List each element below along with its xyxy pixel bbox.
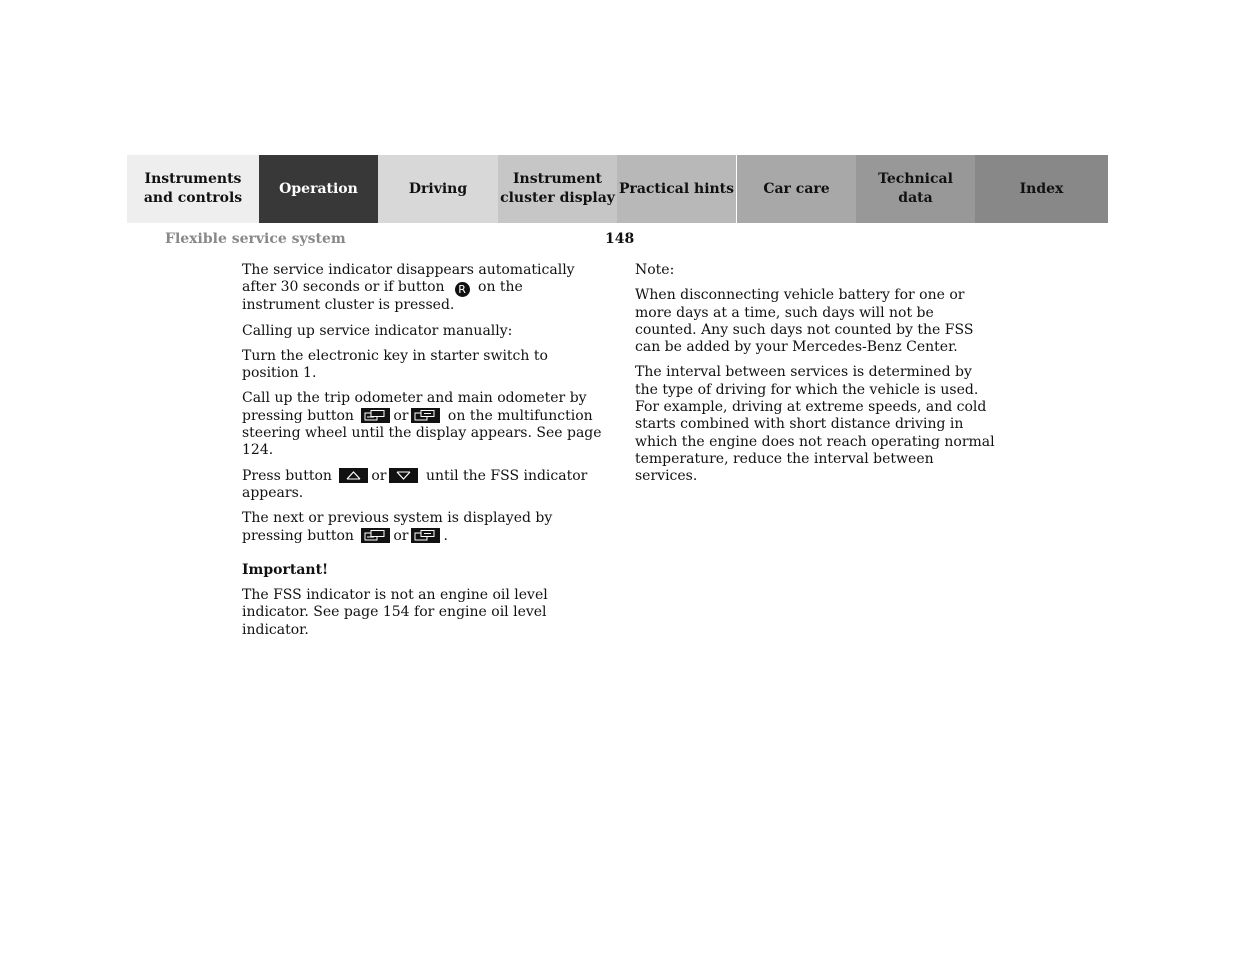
paragraph <box>242 510 602 545</box>
paragraph-text: on the instrument cluster is pressed. <box>242 279 523 314</box>
paragraph-text: or <box>393 407 409 424</box>
right-column <box>635 262 995 494</box>
paragraph-text: Press button <box>242 467 332 484</box>
tab-label: Instrument cluster display <box>500 171 615 206</box>
tab-label: Index <box>1019 180 1064 197</box>
paragraph: When disconnecting vehicle battery for one or more days at a time, such days will not be counted. Any such days not counted by the FSS can be added by your Mercedes-Benz Center. <box>635 287 974 356</box>
tab-label: Driving <box>408 180 468 197</box>
tab-car-care[interactable] <box>737 155 856 223</box>
display-forward-button-icon <box>361 408 390 423</box>
paragraph <box>242 390 602 459</box>
paragraph-text: Call up the trip odometer and main odometer by pressing button <box>242 390 587 424</box>
tab-label: Operation <box>279 180 358 197</box>
section-title: Flexible service system <box>165 231 346 247</box>
paragraph: Turn the electronic key in starter switch to position 1. <box>242 347 548 382</box>
paragraph: The FSS indicator is not an engine oil level indicator. See page 154 for engine oil level indicator. <box>242 587 548 638</box>
display-back-button-icon <box>411 528 440 543</box>
arrow-up-button-icon <box>339 468 368 483</box>
paragraph: Calling up service indicator manually: <box>242 322 513 339</box>
reset-button-icon: R <box>455 282 470 297</box>
tab-driving[interactable] <box>378 155 498 223</box>
arrow-down-button-icon <box>389 468 418 483</box>
tab-instrument-cluster-display[interactable] <box>498 155 617 223</box>
chapter-tab-bar <box>127 155 1108 223</box>
paragraph-text: or <box>371 467 387 484</box>
tab-technical-data[interactable] <box>856 155 975 223</box>
left-column <box>242 262 602 647</box>
paragraph-text: The next or previous system is displayed by pressing button <box>242 510 553 544</box>
display-back-button-icon <box>411 408 440 423</box>
important-heading: Important! <box>242 561 329 578</box>
tab-label: Car care <box>763 180 830 197</box>
paragraph-text: or <box>393 527 409 544</box>
tab-label: Technical data <box>878 171 953 206</box>
paragraph <box>242 262 602 315</box>
paragraph-text: on the multifunction steering wheel until the display appears. See page 124. <box>242 407 602 459</box>
paragraph-text: until the FSS indicator appears. <box>242 467 588 501</box>
paragraph: The interval between services is determined by the type of driving for which the vehicle is used. For example, driving at extreme speeds, and cold starts combined with short distance driving in which the engine does not reach operating normal temperature, reduce the interval between services. <box>635 364 995 485</box>
tab-practical-hints[interactable] <box>617 155 737 223</box>
note-label: Note: <box>635 262 675 278</box>
tab-label: Practical hints <box>618 180 735 197</box>
paragraph <box>242 468 602 503</box>
paragraph-text: The service indicator disappears automatically after 30 seconds or if button <box>242 262 575 296</box>
display-forward-button-icon <box>361 528 390 543</box>
tab-instruments-and-controls[interactable] <box>127 155 259 223</box>
paragraph-text: . <box>443 527 448 544</box>
tab-label: Instruments and controls <box>143 171 243 206</box>
tab-operation[interactable] <box>259 155 378 223</box>
tab-index[interactable] <box>975 155 1108 223</box>
page-number: 148 <box>605 231 635 247</box>
